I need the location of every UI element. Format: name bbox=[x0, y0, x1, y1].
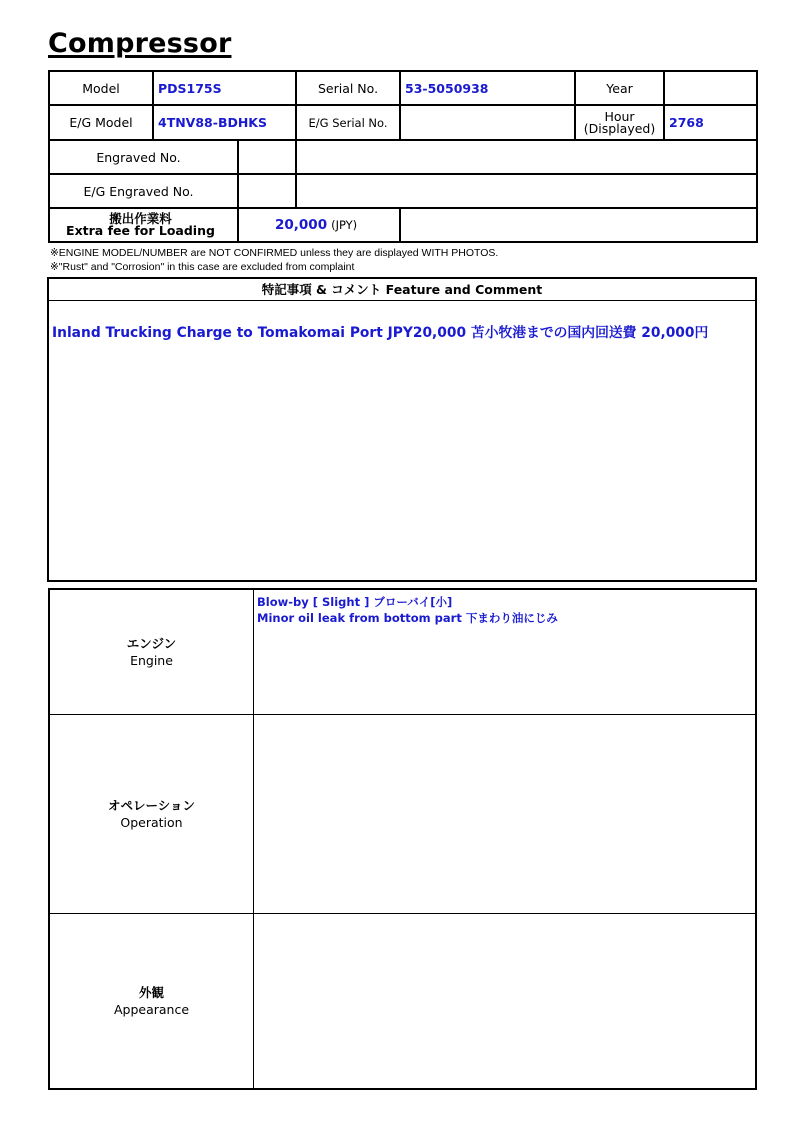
machine-info-table bbox=[48, 70, 758, 243]
feature-comment-box bbox=[47, 277, 757, 582]
eg-serial-label: E/G Serial No. bbox=[296, 105, 400, 140]
condition-row-engine bbox=[50, 590, 755, 715]
feature-header: 特記事項 & コメント Feature and Comment bbox=[49, 279, 755, 301]
appearance-label-jp: 外観 bbox=[138, 984, 164, 1000]
engine-note-1: Blow-by [ Slight ] ブローバイ[小] bbox=[257, 595, 453, 609]
condition-label-appearance bbox=[50, 913, 254, 1088]
condition-label-engine bbox=[50, 590, 254, 714]
condition-table bbox=[48, 588, 757, 1090]
hour-label bbox=[575, 105, 664, 140]
hour-label-line1: Hour bbox=[604, 108, 635, 124]
engine-note-2: Minor oil leak from bottom part 下まわり油にじみ bbox=[257, 611, 558, 625]
operation-label-en: Operation bbox=[120, 814, 183, 830]
serial-value: 53-5050938 bbox=[400, 71, 575, 105]
engraved-value-small bbox=[238, 140, 296, 174]
eg-serial-value bbox=[400, 105, 575, 140]
eg-engraved-label: E/G Engraved No. bbox=[49, 174, 238, 208]
fee-blank bbox=[400, 208, 757, 242]
condition-row-operation bbox=[50, 714, 755, 914]
fee-label-jp: 搬出作業料 bbox=[109, 211, 172, 226]
engine-label-jp: エンジン bbox=[126, 636, 177, 651]
hour-label-line2: (Displayed) bbox=[583, 120, 656, 136]
eg-engraved-value-small bbox=[238, 174, 296, 208]
engine-notes bbox=[257, 594, 558, 626]
fee-label bbox=[49, 208, 238, 242]
document-title: Compressor bbox=[48, 28, 232, 59]
year-value bbox=[664, 71, 757, 105]
condition-label-operation bbox=[50, 714, 254, 913]
eg-model-value: 4TNV88-BDHKS bbox=[153, 105, 296, 140]
operation-label-jp: オペレーション bbox=[107, 797, 195, 813]
note-engine-confirmation: ※ENGINE MODEL/NUMBER are NOT CONFIRMED unless they are displayed WITH PHOTOS. bbox=[50, 247, 499, 259]
feature-text: Inland Trucking Charge to Tomakomai Port JPY20,000 苫小牧港までの国内回送費 20,000円 bbox=[52, 325, 709, 341]
engine-label-en: Engine bbox=[130, 653, 173, 668]
appearance-label-en: Appearance bbox=[113, 1001, 190, 1017]
fee-label-en: Extra fee for Loading bbox=[66, 223, 215, 238]
eg-engraved-value bbox=[296, 174, 757, 208]
condition-row-appearance bbox=[50, 913, 755, 1088]
engraved-label: Engraved No. bbox=[49, 140, 238, 174]
model-label: Model bbox=[49, 71, 153, 105]
fee-cell bbox=[238, 208, 400, 242]
model-value: PDS175S bbox=[153, 71, 296, 105]
serial-label: Serial No. bbox=[296, 71, 400, 105]
hour-value: 2768 bbox=[664, 105, 757, 140]
eg-model-label: E/G Model bbox=[49, 105, 153, 140]
note-rust-exclusion: ※"Rust" and "Corrosion" in this case are excluded from complaint bbox=[50, 261, 355, 273]
fee-value: 20,000 bbox=[275, 217, 328, 233]
year-label: Year bbox=[575, 71, 664, 105]
engraved-value bbox=[296, 140, 757, 174]
fee-unit: (JPY) bbox=[331, 218, 358, 232]
